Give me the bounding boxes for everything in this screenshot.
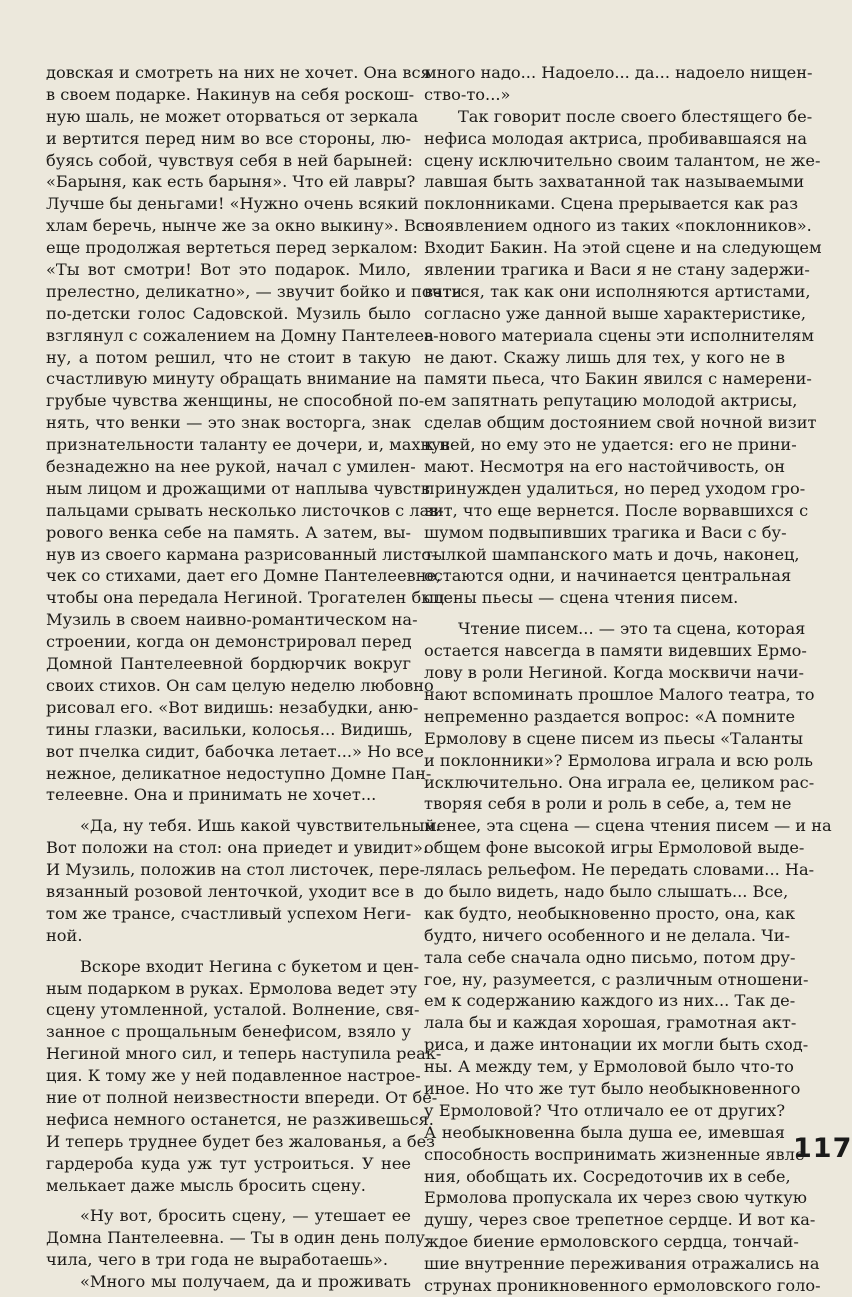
text-line: ем к содержанию каждого из них... Так де- (424, 991, 796, 1011)
text-line: нежное, деликатное недоступно Домне Пан- (46, 763, 432, 783)
text-line: будто, ничего особенного и не делала. Чи- (424, 925, 790, 945)
text-line: и поклонники»? Ермолова играла и всю роль (424, 750, 813, 770)
text-line: нефиса молодая актриса, пробивавшаяся на (424, 128, 807, 148)
text-line: шумом подвыпивших трагика и Васи с бу- (424, 522, 787, 542)
text-line: своих стихов. Он сам целую неделю любовно (46, 675, 434, 695)
text-line: Ермолову в сцене писем из пьесы «Таланты (424, 728, 804, 748)
text-line: иное. Но что же тут было необыкновенного (424, 1078, 801, 1098)
text-line: мелькает даже мысль бросить сцену. (46, 1175, 366, 1195)
text-line: у Ермоловой? Что отличало ее от других? (424, 1100, 785, 1120)
text-line: буясь собой, чувствуя себя в ней барыней: (46, 150, 413, 170)
text-line: пальцами срывать несколько листочков с лав- (46, 500, 444, 520)
text-line: не дают. Скажу лишь для тех, у кого не в (424, 347, 785, 367)
text-line: непременно раздается вопрос: «А помните (424, 706, 796, 726)
text-line: принужден удалиться, но перед уходом гро- (424, 478, 806, 498)
text-line: лялась рельефом. Не передать словами... На- (424, 860, 815, 880)
text-line: Негиной много сил, и теперь наступила реак- (46, 1044, 442, 1064)
text-line: лову в роли Негиной. Когда москвичи начи- (424, 663, 804, 683)
text-line: рового венка себе на память. А затем, вы- (46, 522, 411, 542)
text-line: ной. (46, 925, 83, 945)
text-line: лала бы и каждая хорошая, грамотная акт- (424, 1013, 797, 1033)
text-line: мают. Несмотря на его настойчивость, он (424, 457, 785, 477)
text-line: нув из своего кармана разрисованный листо- (46, 544, 437, 564)
text-line: чтобы она передала Негиной. Трогателен был (46, 588, 445, 608)
text-line: взглянул с сожалением на Домну Пантелеев- (46, 325, 439, 345)
text-line: к ней, но ему это не удается: его не прини- (424, 435, 797, 455)
text-line: способность воспринимать жизненные явле- (424, 1144, 810, 1164)
text-line: Чтение писем... — это та сцена, которая (458, 619, 806, 639)
text-line: согласно уже данной выше характеристике, (424, 303, 807, 323)
text-line: ния, обобщать их. Сосредоточив их в себе, (424, 1166, 791, 1186)
text-line: тины глазки, васильки, колосья... Видишь, (46, 719, 413, 739)
text-line: «Много мы получаем, да и проживать (80, 1272, 411, 1292)
text-line: общем фоне высокой игры Ермоловой выде- (424, 838, 805, 858)
text-line: Домна Пантелеевна. — Ты в один день полу- (46, 1228, 431, 1248)
text-line: Музиль в своем наивно-романтическом на- (46, 610, 418, 630)
text-line: вязанный розовой ленточкой, уходит все в (46, 881, 414, 901)
text-line: ция. К тому же у ней подавленное настрое- (46, 1066, 421, 1086)
text-line: ние от полной неизвестности впереди. От бе- (46, 1087, 438, 1107)
paragraph-gap (46, 806, 411, 815)
text-line: ем запятнать репутацию молодой актрисы, (424, 391, 798, 411)
text-line: вот пчелка сидит, бабочка летает...» Но все (46, 741, 424, 761)
text-line: Лучше бы деньгами! «Нужно очень всякий (46, 194, 419, 214)
paragraph-gap (46, 1196, 411, 1205)
text-line: ным лицом и дрожащими от наплыва чувств (46, 478, 430, 498)
text-line: до было видеть, надо было слышать... Все, (424, 881, 789, 901)
left-text-column (46, 62, 463, 1293)
text-line: риса, и даже интонации их могли быть сход- (424, 1035, 809, 1055)
text-line: менее, эта сцена — сцена чтения писем — и на (424, 816, 832, 836)
text-line: счастливую минуту обращать внимание на (46, 369, 417, 389)
paragraph-gap (46, 947, 411, 956)
text-line: шие внутренние переживания отражались на (424, 1254, 820, 1274)
text-line: Домной Пантелеевной бордюрчик вокруг (46, 654, 411, 674)
text-line: тылкой шампанского мать и дочь, наконец, (424, 544, 800, 564)
text-line: Вот положи на стол: она приедет и увидит». (46, 838, 428, 858)
text-line: том же трансе, счастливый успехом Неги- (46, 903, 412, 923)
text-line: рисовал его. «Вот видишь: незабудки, аню- (46, 697, 419, 717)
text-line: «Ты вот смотри! Вот это подарок. Мило, (46, 260, 411, 280)
text-line: сцену утомленной, усталой. Волнение, свя- (46, 1000, 420, 1020)
text-line: чек со стихами, дает его Домне Пантелеевне, (46, 566, 442, 586)
text-line: Так говорит после своего блестящего бе- (458, 106, 813, 126)
text-line: творяя себя в роли и роль в себе, а, тем не (424, 794, 792, 814)
text-line: «Барыня, как есть барыня». Что ей лавры? (46, 172, 416, 192)
text-line: исключительно. Она играла ее, целиком рас- (424, 772, 815, 792)
text-line: занное с прощальным бенефисом, взяло у (46, 1022, 411, 1042)
text-line: хлам беречь, нынче же за окно выкину». Все (46, 216, 435, 236)
text-line: нять, что венки — это знак восторга, знак (46, 413, 411, 433)
text-line: признательности таланту ее дочери, и, махнув (46, 435, 450, 455)
text-line: по-детски голос Садовской. Музиль было (46, 303, 411, 323)
text-line: довская и смотреть на них не хочет. Она вся (46, 63, 431, 82)
text-line: строении, когда он демонстрировал перед (46, 632, 412, 652)
text-line: нефиса немного останется, не разживешься. (46, 1109, 434, 1129)
text-line: чила, чего в три года не выработаешь». (46, 1250, 388, 1270)
text-line: как будто, необыкновенно просто, она, как (424, 903, 796, 923)
text-line: Вскоре входит Негина с букетом и цен- (80, 956, 420, 976)
text-line: нают вспоминать прошлое Малого театра, то (424, 684, 815, 704)
text-line: зит, что еще вернется. После ворвавшихся с (424, 500, 809, 520)
text-line: ны. А между тем, у Ермоловой было что-то (424, 1057, 794, 1077)
text-line: ную шаль, не может оторваться от зеркала (46, 106, 419, 126)
text-line: остается навсегда в памяти видевших Ермо- (424, 641, 807, 661)
text-line: ным подарком в руках. Ермолова ведет эту (46, 978, 418, 998)
text-line: И Музиль, положив на стол листочек, пере- (46, 860, 425, 880)
paragraph-gap (424, 609, 785, 618)
text-line: Ермолова пропускала их через свою чуткую (424, 1188, 807, 1208)
text-line: ство-то...» (424, 84, 511, 104)
text-line: струнах проникновенного ермоловского голо- (424, 1275, 821, 1295)
text-line: много надо... Надоело... да... надоело нищен- (424, 63, 813, 82)
page-number: 117 (793, 1133, 852, 1164)
text-line: сцену исключительно своим талантом, не же- (424, 150, 821, 170)
text-line: и вертится перед ним во все стороны, лю- (46, 128, 411, 148)
text-line: явлении трагика и Васи я не стану задержи- (424, 260, 810, 280)
text-line: в своем подарке. Накинув на себя роскош- (46, 84, 415, 104)
text-line: душу, через свое трепетное сердце. И вот ка- (424, 1210, 816, 1230)
text-line: тала себе сначала одно письмо, потом дру- (424, 947, 796, 967)
text-line: ждое биение ермоловского сердца, тончай- (424, 1232, 799, 1252)
text-line: И теперь труднее будет без жалованья, а без (46, 1131, 435, 1151)
text-line: сцены пьесы — сцена чтения писем. (424, 588, 739, 608)
text-line: лавшая быть захватанной так называемыми (424, 172, 805, 192)
text-line: телеевне. Она и принимать не хочет... (46, 785, 377, 805)
text-line: А необыкновенна была душа ее, имевшая (424, 1122, 785, 1142)
text-line: грубые чувства женщины, не способной по- (46, 391, 425, 411)
text-line: памяти пьеса, что Бакин явился с намерени- (424, 369, 812, 389)
text-line: «Да, ну тебя. Ишь какой чувствительный. (80, 816, 441, 836)
text-line: появлением одного из таких «поклонников». (424, 216, 812, 236)
text-line: «Ну вот, бросить сцену, — утешает ее (80, 1206, 411, 1226)
text-line: а нового материала сцены эти исполнителям (424, 325, 814, 345)
text-line: прелестно, деликатно», — звучит бойко и почти (46, 281, 463, 301)
text-line: остаются одни, и начинается центральная (424, 566, 792, 586)
text-line: ваться, так как они исполняются артистами, (424, 281, 811, 301)
text-line: еще продолжая вертеться перед зеркалом: (46, 238, 418, 258)
text-line: ну, а потом решил, что не стоит в такую (46, 347, 411, 367)
text-line: гардероба куда уж тут устроиться. У нее (46, 1153, 411, 1173)
text-line: гое, ну, разумеется, с различным отношени- (424, 969, 809, 989)
text-line: поклонниками. Сцена прерывается как раз (424, 194, 799, 214)
text-line: сделав общим достоянием свой ночной визит (424, 413, 817, 433)
text-line: Входит Бакин. На этой сцене и на следующем (424, 238, 822, 258)
text-line: безнадежно на нее рукой, начал с умилен- (46, 457, 416, 477)
